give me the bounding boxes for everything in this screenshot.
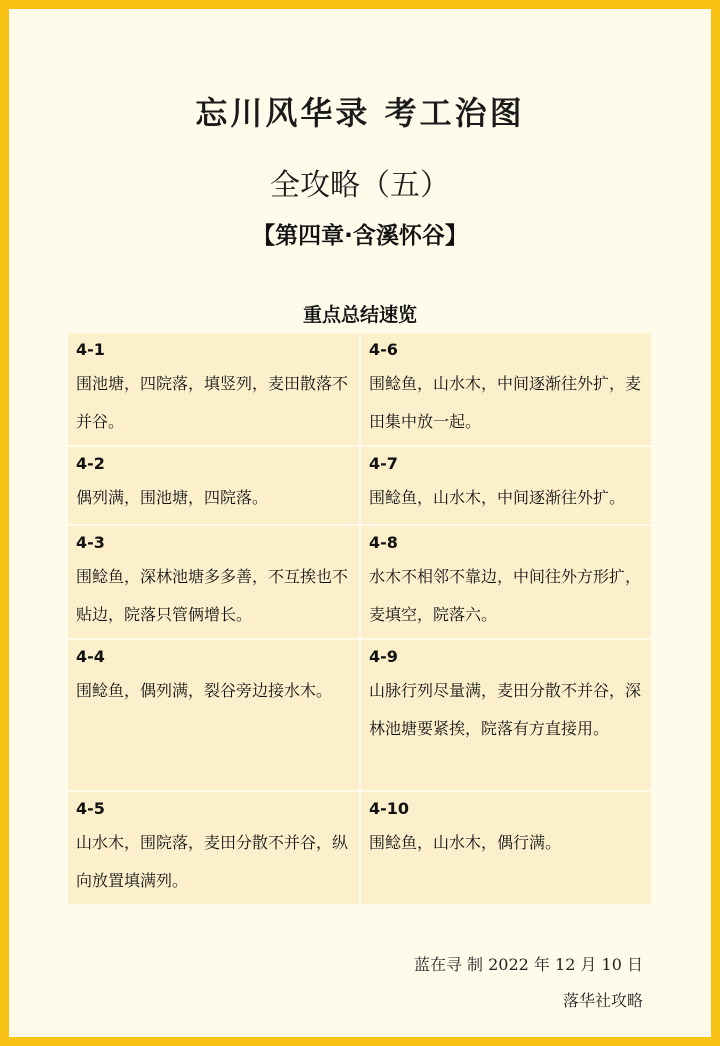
summary-cell-4-6 — [361, 333, 651, 445]
summary-cell-4-10 — [361, 792, 651, 904]
level-tip: 围鲶鱼，偶列满，裂谷旁边接水木。 — [76, 681, 333, 700]
level-tip: 山脉行列尽量满，麦田分散不并谷，深林池塘要紧挨，院落有方直接用。 — [369, 681, 642, 738]
publisher-label: 落华社攻略 — [562, 991, 643, 1010]
level-id: 4-8 — [369, 533, 398, 552]
page-title: 忘川风华录 考工治图 — [195, 94, 525, 132]
level-tip: 围鲶鱼，山水木，中间逐渐往外扩，麦田集中放一起。 — [369, 374, 642, 431]
summary-cell-4-9 — [361, 640, 651, 790]
chapter-heading: 【第四章·含溪怀谷】 — [252, 223, 468, 249]
level-id: 4-4 — [76, 647, 105, 666]
summary-heading: 重点总结速览 — [302, 304, 417, 326]
summary-cell-4-1 — [68, 333, 359, 445]
level-id: 4-9 — [369, 647, 398, 666]
level-tip: 偶列满，围池塘，四院落。 — [76, 488, 269, 507]
level-tip: 围池塘，四院落，填竖列，麦田散落不并谷。 — [76, 374, 349, 431]
summary-cell-4-8 — [361, 526, 651, 638]
level-tip: 围鲶鱼，深林池塘多多善，不互挨也不贴边，院落只管俩增长。 — [76, 567, 349, 624]
summary-cell-4-5 — [68, 792, 359, 904]
level-tip: 围鲶鱼，山水木，偶行满。 — [369, 833, 562, 852]
author-credit: 蓝在寻 制 2022 年 12 月 10 日 — [413, 955, 643, 974]
level-id: 4-3 — [76, 533, 105, 552]
level-id: 4-7 — [369, 454, 398, 473]
level-id: 4-5 — [76, 799, 105, 818]
level-tip: 围鲶鱼，山水木，中间逐渐往外扩。 — [369, 488, 626, 507]
page-subtitle: 全攻略（五） — [270, 168, 450, 203]
level-tip: 水木不相邻不靠边，中间往外方形扩，麦填空，院落六。 — [369, 567, 642, 624]
summary-cell-4-7 — [361, 447, 651, 524]
level-tip: 山水木，围院落，麦田分散不并谷，纵向放置填满列。 — [76, 833, 349, 890]
level-id: 4-6 — [369, 340, 398, 359]
summary-grid — [68, 333, 651, 900]
summary-cell-4-4 — [68, 640, 359, 790]
level-id: 4-1 — [76, 340, 105, 359]
level-id: 4-10 — [369, 799, 410, 818]
summary-cell-4-2 — [68, 447, 359, 524]
summary-cell-4-3 — [68, 526, 359, 638]
level-id: 4-2 — [76, 454, 105, 473]
